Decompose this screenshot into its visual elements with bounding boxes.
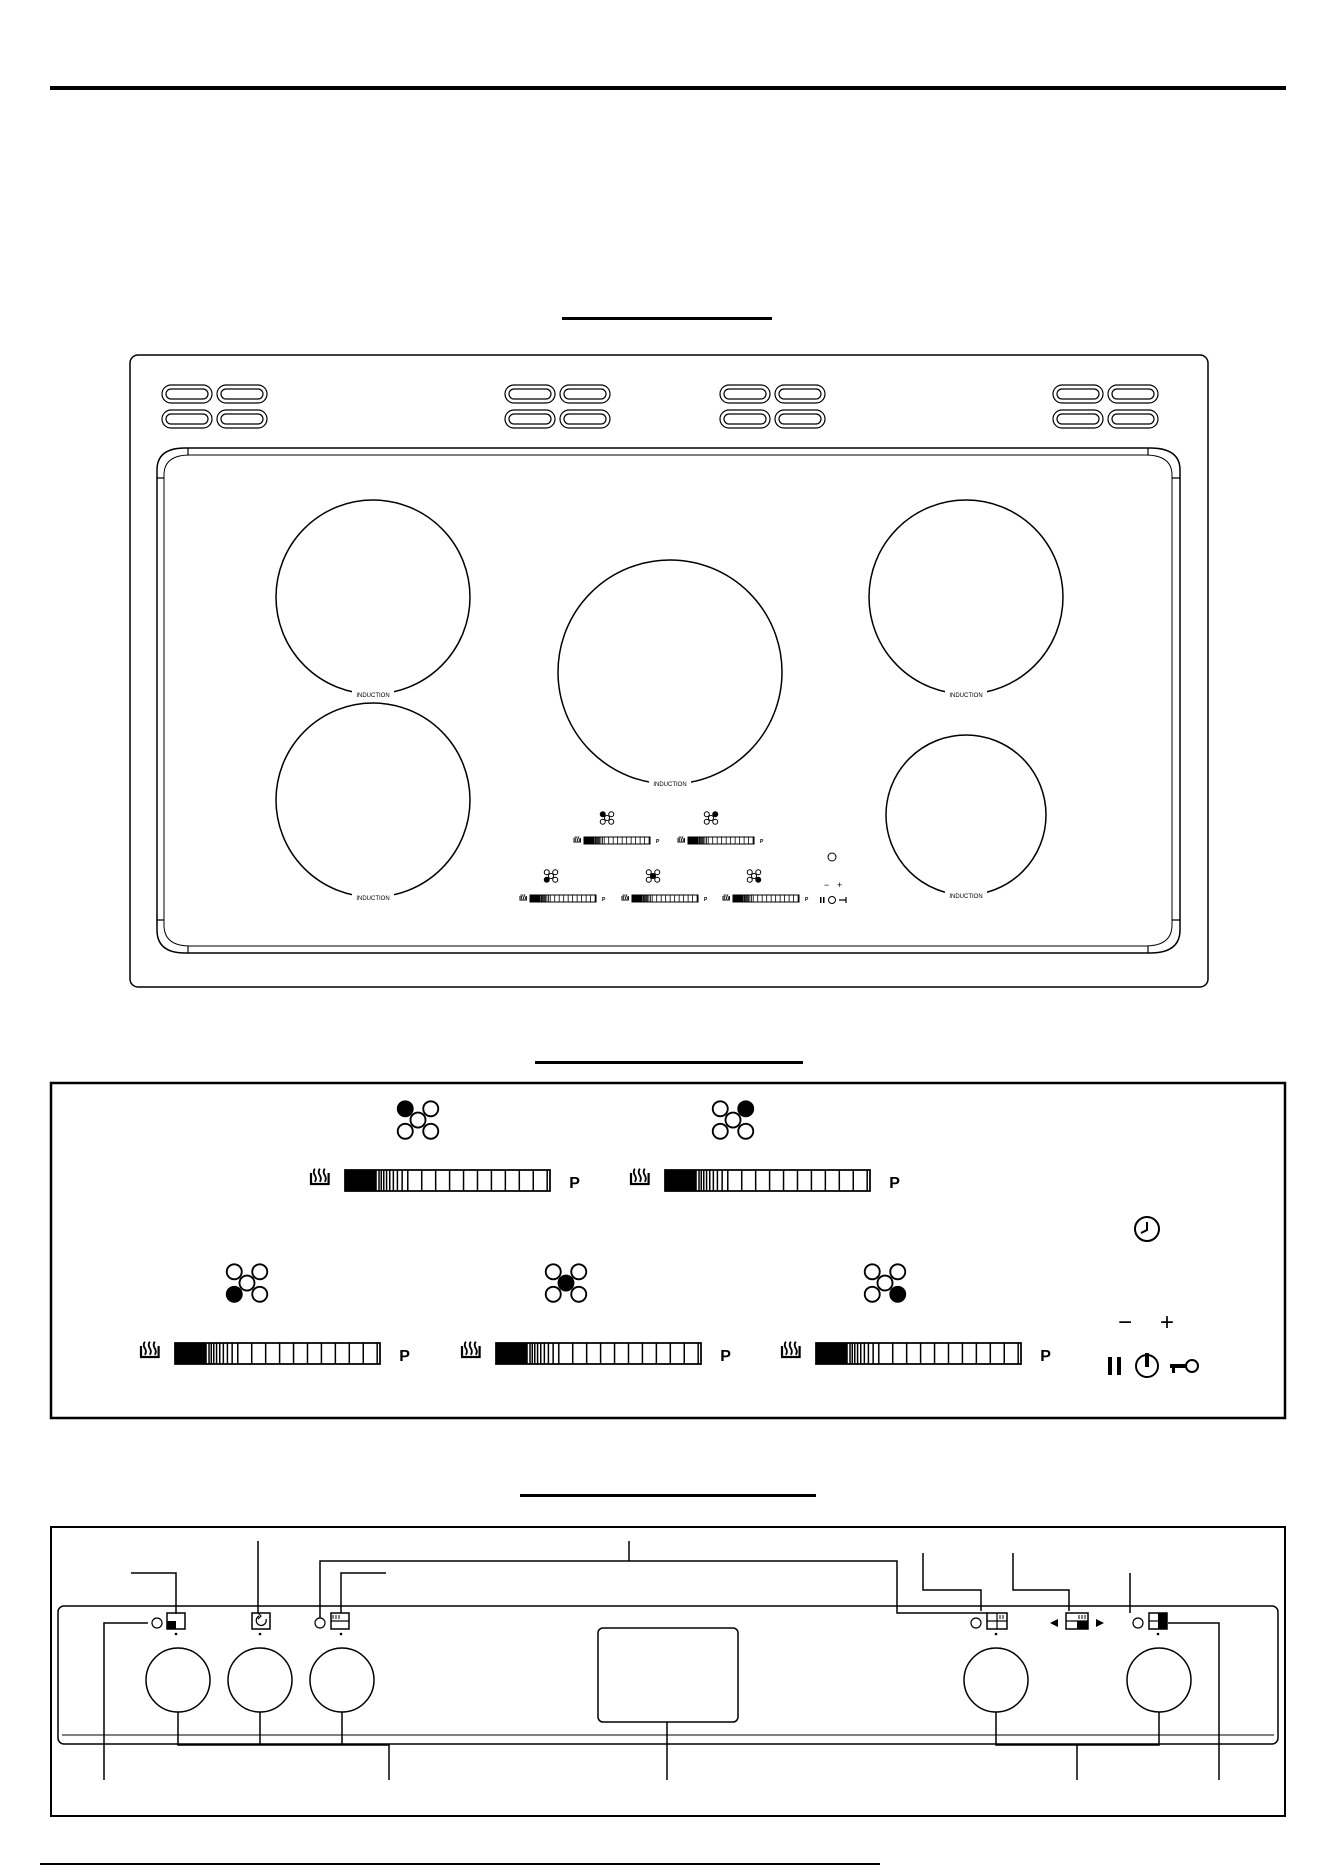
zone-label-center: INDUCTION xyxy=(653,782,687,788)
knob-5[interactable] xyxy=(1127,1648,1191,1712)
mini-lock-icon xyxy=(839,897,846,903)
keep-warm-icon[interactable] xyxy=(622,894,628,900)
slider-p-label: P xyxy=(889,1174,900,1192)
control-panel-face xyxy=(58,1606,1278,1744)
touch-panel-frame xyxy=(51,1083,1285,1418)
zone-left-front-icon xyxy=(227,1264,268,1302)
upper-oven-light-icon xyxy=(167,1613,185,1635)
mini-zone-icon xyxy=(646,870,660,883)
vent-slot xyxy=(217,410,267,428)
power-slider-left-front[interactable] xyxy=(175,1343,410,1365)
vent-slot-inner xyxy=(1112,414,1154,424)
vent-slot xyxy=(720,385,770,403)
vent-slot xyxy=(505,385,555,403)
mini-timer-icon xyxy=(828,853,836,861)
slider-p-label: P xyxy=(656,838,660,845)
mini-power-slider[interactable] xyxy=(733,895,809,903)
power-slider-left-rear[interactable] xyxy=(345,1170,580,1192)
vent-slot xyxy=(775,410,825,428)
upper-oven-mode-icon xyxy=(331,1613,349,1635)
vent-slot xyxy=(1108,385,1158,403)
zone-label-left-rear: INDUCTION xyxy=(356,693,390,699)
zone-label-left-front: INDUCTION xyxy=(356,896,390,902)
indicator-light-right-b xyxy=(1133,1618,1143,1628)
vent-slot xyxy=(162,410,212,428)
knob-2[interactable] xyxy=(228,1648,292,1712)
mini-power-slider[interactable] xyxy=(530,895,606,903)
mini-power-slider[interactable] xyxy=(688,837,764,845)
vent-slot-inner xyxy=(779,414,821,424)
zone-left-rear-icon xyxy=(398,1101,439,1139)
lock-key-icon[interactable] xyxy=(1170,1360,1198,1373)
slider-p-label: P xyxy=(760,838,764,845)
refresh-icon xyxy=(252,1613,270,1635)
keep-warm-icon[interactable] xyxy=(631,1169,649,1184)
touch-panel-heading-rule xyxy=(535,1061,803,1064)
cooktop-mini-controls xyxy=(520,812,846,904)
control-panel-frame xyxy=(51,1527,1285,1816)
zone-center xyxy=(558,560,782,784)
vent-slot xyxy=(1108,410,1158,428)
mini-power-icon xyxy=(829,897,836,904)
power-slider-right-rear[interactable] xyxy=(665,1170,900,1192)
minus-button[interactable]: − xyxy=(1117,1309,1133,1336)
mini-plus: + xyxy=(837,880,843,890)
vent-slot xyxy=(560,410,610,428)
keep-warm-icon[interactable] xyxy=(311,1169,329,1184)
vent-slot-inner xyxy=(724,389,766,399)
vent-slot xyxy=(505,410,555,428)
mini-power-slider[interactable] xyxy=(632,895,708,903)
pause-icon[interactable] xyxy=(1108,1357,1121,1375)
slider-p-label: P xyxy=(602,896,606,903)
mini-zone-icon xyxy=(747,870,761,883)
knob-4[interactable] xyxy=(964,1648,1028,1712)
mini-zone-icon xyxy=(544,870,558,883)
zone-right-front-icon xyxy=(865,1264,906,1302)
vent-slot-inner xyxy=(166,414,208,424)
plus-button[interactable]: + xyxy=(1159,1309,1175,1336)
vent-slot-inner xyxy=(221,389,263,399)
keep-warm-icon[interactable] xyxy=(678,836,684,842)
zone-center-icon xyxy=(546,1264,587,1302)
keep-warm-icon[interactable] xyxy=(574,836,580,842)
vent-slot-inner xyxy=(1057,414,1099,424)
timer-icon[interactable] xyxy=(1135,1217,1159,1241)
vent-slot xyxy=(560,385,610,403)
slider-p-label: P xyxy=(720,1347,731,1365)
zone-right-rear xyxy=(869,500,1063,694)
lower-oven-light-icon xyxy=(1149,1613,1167,1635)
vent-slot-inner xyxy=(1057,389,1099,399)
zone-label-right-rear: INDUCTION xyxy=(949,693,983,699)
vent-slot-inner xyxy=(166,389,208,399)
mini-zone-icon xyxy=(704,812,718,825)
slider-p-label: P xyxy=(1040,1347,1051,1365)
vent-slot-inner xyxy=(1112,389,1154,399)
keep-warm-icon[interactable] xyxy=(723,894,729,900)
mini-minus: − xyxy=(824,880,830,890)
keep-warm-icon[interactable] xyxy=(782,1342,800,1357)
indicator-light-mid xyxy=(315,1618,325,1628)
vent-slot xyxy=(217,385,267,403)
vent-slot xyxy=(1053,385,1103,403)
zone-right-front xyxy=(886,735,1046,895)
keep-warm-icon[interactable] xyxy=(462,1342,480,1357)
vent-slot-inner xyxy=(564,414,606,424)
knob-1[interactable] xyxy=(146,1648,210,1712)
cooktop-frame xyxy=(130,355,1208,987)
vent-slot xyxy=(162,385,212,403)
power-icon[interactable] xyxy=(1136,1353,1158,1377)
zone-left-front xyxy=(276,703,470,897)
control-panel-diagram xyxy=(0,1520,1324,1835)
bottom-rule xyxy=(40,1863,880,1865)
vent-slots xyxy=(162,385,1158,428)
vent-slot-inner xyxy=(564,389,606,399)
zone-left-rear xyxy=(276,500,470,694)
slider-p-label: P xyxy=(704,896,708,903)
vent-slot xyxy=(1053,410,1103,428)
power-slider-center[interactable] xyxy=(496,1343,731,1365)
touch-panel-diagram xyxy=(0,1075,1324,1430)
arrow-mode-icon xyxy=(1050,1613,1104,1629)
slider-p-label: P xyxy=(569,1174,580,1192)
display-window xyxy=(598,1628,738,1722)
vent-slot-inner xyxy=(724,414,766,424)
indicator-light-left xyxy=(152,1618,162,1628)
vent-slot-inner xyxy=(509,389,551,399)
lower-oven-mode-icon xyxy=(987,1613,1007,1635)
mini-zone-icon xyxy=(600,812,614,825)
zone-right-rear-icon xyxy=(713,1101,754,1139)
power-slider-right-front[interactable] xyxy=(816,1343,1051,1365)
keep-warm-icon[interactable] xyxy=(141,1342,159,1357)
mini-pause-icon xyxy=(820,897,822,903)
vent-slot-inner xyxy=(779,389,821,399)
indicator-light-right-a xyxy=(971,1618,981,1628)
vent-slot-inner xyxy=(509,414,551,424)
knob-3[interactable] xyxy=(310,1648,374,1712)
vent-slot-inner xyxy=(221,414,263,424)
slider-p-label: P xyxy=(399,1347,410,1365)
slider-p-label: P xyxy=(805,896,809,903)
keep-warm-icon[interactable] xyxy=(520,894,526,900)
vent-slot xyxy=(720,410,770,428)
control-panel-heading-rule xyxy=(520,1494,816,1497)
vent-slot xyxy=(775,385,825,403)
mini-power-slider[interactable] xyxy=(584,837,660,845)
zone-label-right-front: INDUCTION xyxy=(949,894,983,900)
